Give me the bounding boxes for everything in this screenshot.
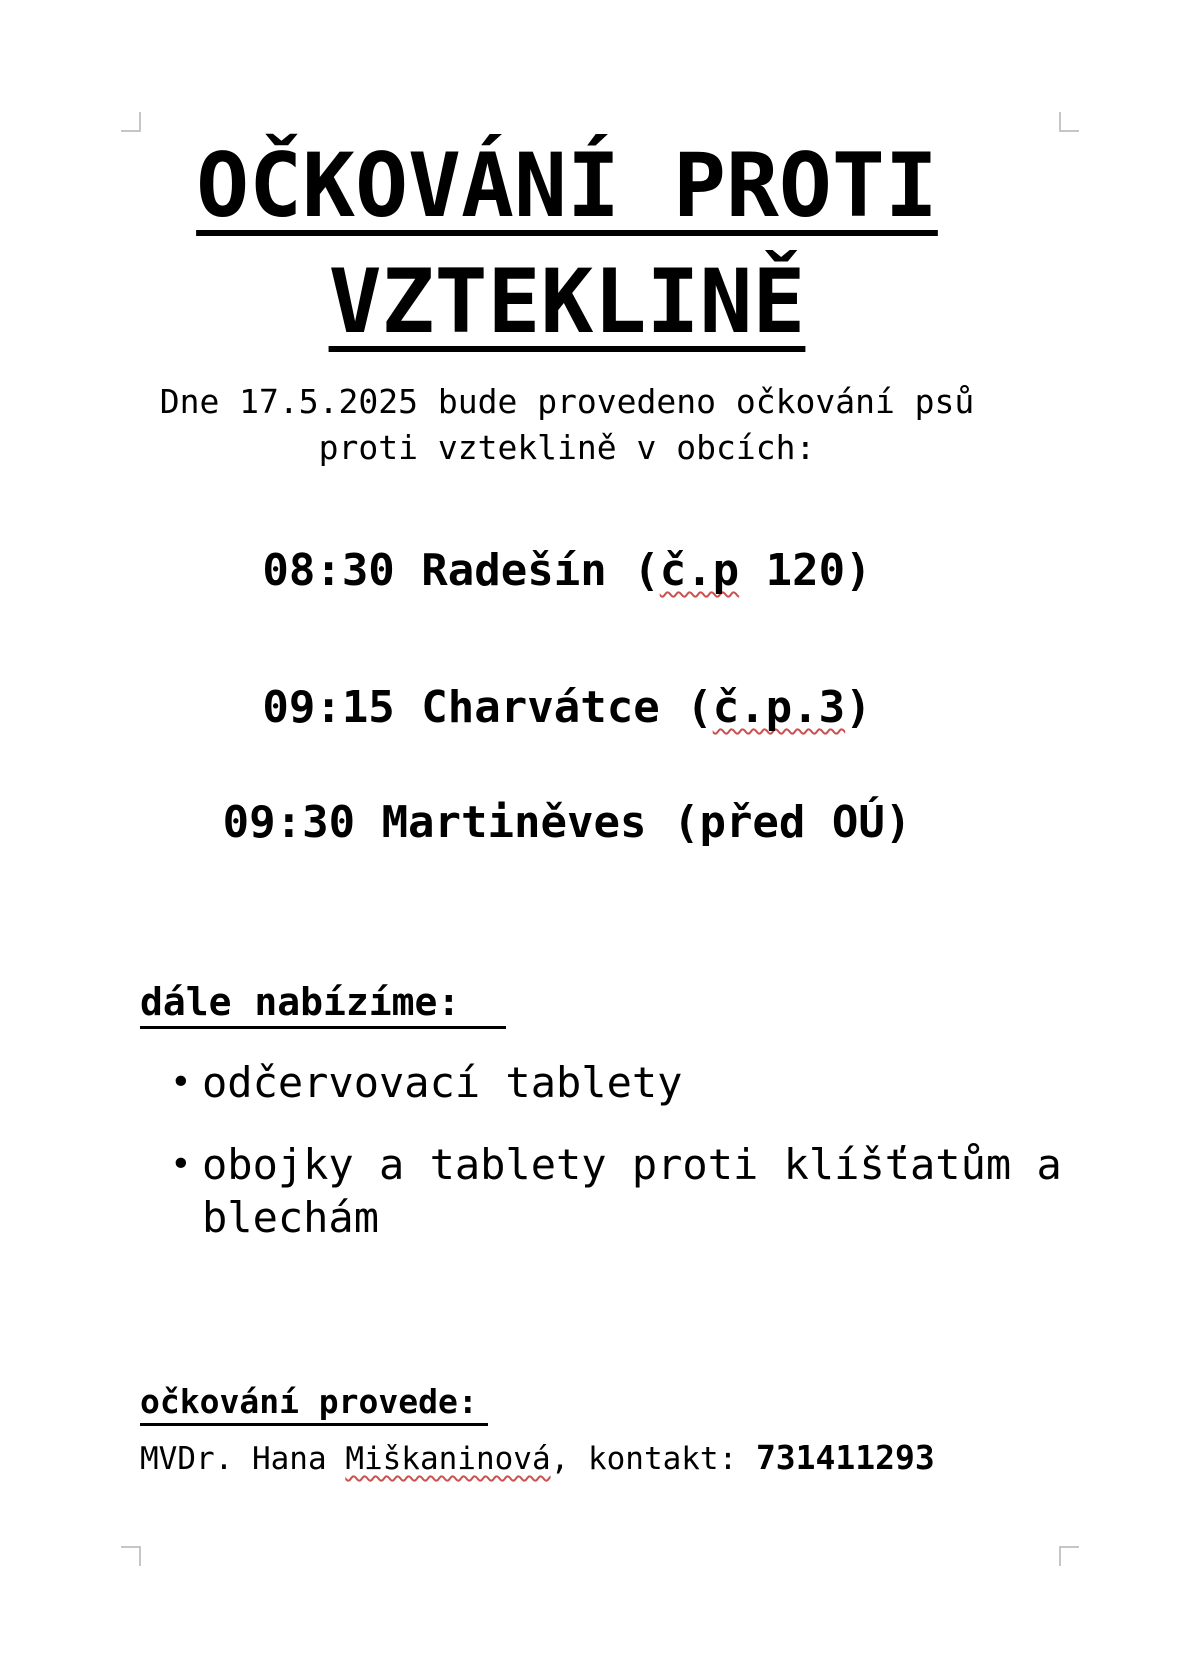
contact-line <box>140 1438 935 1477</box>
phone-number: 731411293 <box>755 1438 935 1477</box>
intro-line2: proti vzteklině v obcích: <box>318 428 816 467</box>
bullet-icon: • <box>170 1062 192 1103</box>
schedule-entry-text: 120) <box>739 545 872 596</box>
schedule-entry-text: 09:15 Charvátce ( <box>262 682 713 733</box>
text-boundary-mark-bottom-left <box>121 1546 141 1566</box>
spellcheck-flagged-text: č.p.3 <box>712 682 846 733</box>
schedule-entry-radesin <box>0 545 1134 596</box>
schedule-entry-text: 09:30 Martiněves (před OÚ) <box>222 797 912 848</box>
list-item-text: odčervovací tablety <box>202 1058 683 1107</box>
provider-heading-text: očkování provede: <box>140 1382 488 1426</box>
spellcheck-flagged-text: č.p <box>659 545 740 596</box>
list-item <box>140 1056 682 1109</box>
intro-paragraph <box>0 379 1134 471</box>
contact-text: , kontakt: <box>550 1441 756 1477</box>
offers-section-heading <box>140 980 506 1029</box>
bullet-icon: • <box>170 1144 192 1185</box>
schedule-entry-martineves <box>0 797 1134 848</box>
page-title-line1: OČKOVÁNÍ PROTI <box>196 134 938 237</box>
text-boundary-mark-bottom-right <box>1059 1546 1079 1566</box>
schedule-entry-charvatce <box>0 682 1134 733</box>
provider-section-heading <box>140 1382 488 1426</box>
page-title-line2: VZTEKLINĚ <box>328 250 806 353</box>
offers-heading-text: dále nabízíme: <box>140 980 506 1029</box>
page-title <box>0 128 1134 360</box>
contact-text: MVDr. Hana <box>140 1441 346 1477</box>
spellcheck-flagged-text: Miškaninová <box>345 1441 551 1477</box>
schedule-entry-text: 08:30 Radešín ( <box>262 545 660 596</box>
list-item-text: obojky a tablety proti klíšťatům a blechám <box>202 1140 1062 1242</box>
list-item <box>140 1138 1080 1244</box>
intro-line1: Dne 17.5.2025 bude provedeno očkování psů <box>159 382 975 421</box>
schedule-entry-text: ) <box>845 682 872 733</box>
